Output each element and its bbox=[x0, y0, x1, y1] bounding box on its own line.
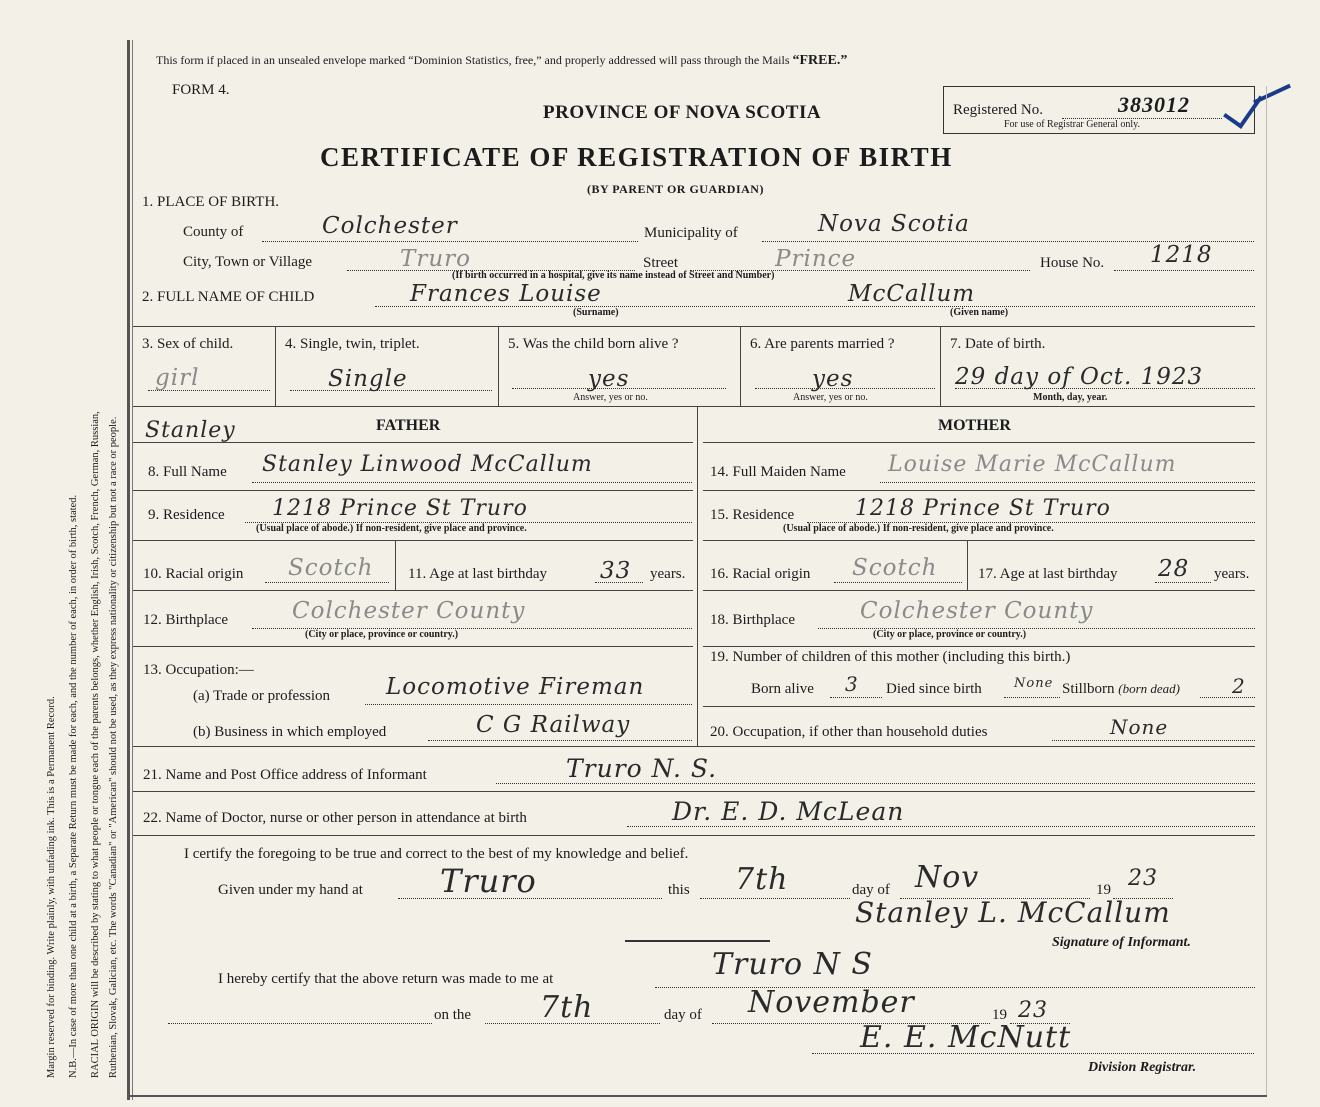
municipality-value: Nova Scotia bbox=[818, 211, 970, 237]
parents-married-value: yes bbox=[812, 366, 854, 392]
day-of-label-2: day of bbox=[664, 1007, 702, 1023]
doctor-value: Dr. E. D. McLean bbox=[672, 797, 905, 826]
registrar-statement: I hereby certify that the above return was made to me at bbox=[218, 971, 554, 987]
mother-birthplace-note: (City or place, province or country.) bbox=[873, 629, 1027, 640]
plurality-value: Single bbox=[328, 366, 408, 392]
registrar-signature: E. E. McNutt bbox=[860, 1020, 1072, 1055]
father-birthplace-value: Colchester County bbox=[292, 598, 526, 624]
father-residence-label: 9. Residence bbox=[148, 507, 225, 523]
mother-residence-note: (Usual place of abode.) If non-resident, give place and province. bbox=[783, 523, 1054, 534]
city-label: City, Town or Village bbox=[183, 254, 313, 270]
this-label: this bbox=[668, 882, 690, 898]
registered-number-label: Registered No. bbox=[953, 102, 1043, 118]
certificate-title: CERTIFICATE OF REGISTRATION OF BIRTH bbox=[320, 142, 953, 172]
died-since-birth-label: Died since birth bbox=[886, 681, 982, 697]
year-value: 23 bbox=[1128, 866, 1158, 891]
father-overwrite-name: Stanley bbox=[145, 418, 236, 443]
born-alive-count-value: 3 bbox=[845, 672, 859, 696]
registered-number-value: 383012 bbox=[1118, 92, 1190, 117]
parents-married-note: Answer, yes or no. bbox=[793, 392, 868, 403]
county-value: Colchester bbox=[322, 213, 458, 239]
registrar-caption: Division Registrar. bbox=[1088, 1060, 1197, 1075]
house-number-value: 1218 bbox=[1150, 242, 1213, 268]
father-residence-note: (Usual place of abode.) If non-resident, give place and province. bbox=[256, 523, 527, 534]
plurality-label: 4. Single, twin, triplet. bbox=[285, 336, 420, 352]
mother-occupation-value: None bbox=[1110, 715, 1169, 739]
city-value: Truro bbox=[400, 246, 471, 272]
born-alive-value: yes bbox=[588, 366, 630, 392]
father-racial-origin-label: 10. Racial origin bbox=[143, 566, 244, 582]
mother-name-label: 14. Full Maiden Name bbox=[710, 464, 846, 480]
this-day-value: 7th bbox=[735, 862, 789, 897]
informant-value: Truro N. S. bbox=[566, 754, 718, 783]
father-birthplace-label: 12. Birthplace bbox=[143, 612, 228, 628]
mother-racial-origin-label: 16. Racial origin bbox=[710, 566, 811, 582]
informant-signature: Stanley L. McCallum bbox=[855, 896, 1171, 929]
mother-residence-value: 1218 Prince St Truro bbox=[855, 496, 1111, 521]
mother-age-unit: years. bbox=[1214, 566, 1250, 582]
father-name-label: 8. Full Name bbox=[148, 464, 227, 480]
child-given-names: Frances Louise bbox=[410, 281, 602, 307]
born-alive-note: Answer, yes or no. bbox=[573, 392, 648, 403]
certificate-subtitle: (BY PARENT OR GUARDIAN) bbox=[587, 182, 764, 196]
mother-occupation-label: 20. Occupation, if other than household duties bbox=[710, 724, 988, 740]
municipality-label: Municipality of bbox=[644, 225, 738, 241]
registrar-use-note: For use of Registrar General only. bbox=[1004, 119, 1140, 130]
day-of-value: Nov bbox=[915, 860, 980, 895]
form-number: FORM 4. bbox=[172, 82, 230, 98]
informant-signature-caption: Signature of Informant. bbox=[1052, 935, 1191, 950]
mother-residence-label: 15. Residence bbox=[710, 507, 795, 523]
died-since-birth-value: None bbox=[1014, 676, 1054, 691]
margin-note-multiple-births: N.B.—In case of more than one child at a birth, a Separate Return must be made for each, and the number of each, in order of birth, stated. bbox=[68, 494, 79, 1078]
year-prefix: 19 bbox=[1096, 882, 1111, 898]
stillborn-label-text: Stillborn bbox=[1062, 681, 1115, 697]
parents-married-label: 6. Are parents married ? bbox=[750, 336, 895, 352]
margin-note-binding: Margin reserved for binding. Write plainly, with unfading ink. This is a Permanent Record. bbox=[46, 696, 57, 1078]
father-racial-origin-value: Scotch bbox=[288, 555, 374, 581]
given-at-value: Truro bbox=[440, 862, 537, 900]
informant-label: 21. Name and Post Office address of Informant bbox=[143, 767, 427, 783]
house-number-label: House No. bbox=[1040, 255, 1105, 271]
father-name-value: Stanley Linwood McCallum bbox=[262, 452, 593, 477]
father-age-unit: years. bbox=[650, 566, 686, 582]
doctor-label: 22. Name of Doctor, nurse or other person in attendance at birth bbox=[143, 810, 527, 826]
on-the-label: on the bbox=[434, 1007, 472, 1023]
place-of-birth-heading: 1. PLACE OF BIRTH. bbox=[142, 194, 280, 210]
children-count-label: 19. Number of children of this mother (including this birth.) bbox=[710, 649, 1071, 665]
father-age-value: 33 bbox=[600, 558, 632, 584]
stillborn-label bbox=[1062, 681, 1180, 698]
mother-heading: MOTHER bbox=[938, 417, 1011, 434]
mother-birthplace-label: 18. Birthplace bbox=[710, 612, 795, 628]
date-of-birth-note: Month, day, year. bbox=[1033, 392, 1108, 403]
mail-notice-text: This form if placed in an unsealed envelope marked “Dominion Statistics, free,” and properly addressed will pass through the Mails bbox=[156, 53, 790, 67]
father-residence-value: 1218 Prince St Truro bbox=[272, 496, 528, 521]
mother-age-value: 28 bbox=[1158, 556, 1190, 582]
born-alive-count-label: Born alive bbox=[751, 681, 814, 697]
given-name-note: (Given name) bbox=[950, 307, 1009, 318]
date-of-birth-value: 29 day of Oct. 1923 bbox=[955, 364, 1204, 390]
father-age-label: 11. Age at last birthday bbox=[408, 566, 547, 582]
year-value-2: 23 bbox=[1018, 998, 1048, 1023]
father-heading: FATHER bbox=[376, 417, 441, 434]
county-label: County of bbox=[183, 224, 244, 240]
mail-notice-free: “FREE.” bbox=[792, 53, 848, 68]
father-business-label: (b) Business in which employed bbox=[193, 724, 387, 740]
father-trade-value: Locomotive Fireman bbox=[386, 674, 645, 700]
certify-statement: I certify the foregoing to be true and correct to the best of my knowledge and belief. bbox=[184, 846, 689, 862]
father-business-value: C G Railway bbox=[476, 712, 631, 738]
sex-value: girl bbox=[155, 365, 200, 391]
given-at-label: Given under my hand at bbox=[218, 882, 363, 898]
day-of-value-2: November bbox=[748, 985, 915, 1020]
father-trade-label: (a) Trade or profession bbox=[193, 688, 331, 704]
father-birthplace-note: (City or place, province or country.) bbox=[305, 629, 459, 640]
date-of-birth-label: 7. Date of birth. bbox=[950, 336, 1046, 352]
margin-note-racial-origin: RACIAL ORIGIN will be described by stating to what people or tongue each of the parents belongs, whether English, Irish, Scotch, French, German, Russian, bbox=[90, 411, 101, 1078]
margin-note-racial-origin-cont: Ruthenian, Slovak, Galician, etc. The words "Canadian" or "American" should not be used, as they express nationality or citizenship but not a race or people. bbox=[108, 416, 119, 1078]
on-the-day-value: 7th bbox=[540, 990, 594, 1025]
mail-notice bbox=[156, 53, 847, 69]
year-prefix-2: 19 bbox=[992, 1007, 1007, 1023]
stillborn-paren: (born dead) bbox=[1118, 681, 1181, 696]
street-value: Prince bbox=[775, 246, 857, 272]
mother-age-label: 17. Age at last birthday bbox=[978, 566, 1118, 582]
province-heading: PROVINCE OF NOVA SCOTIA bbox=[543, 102, 822, 123]
child-surname: McCallum bbox=[848, 281, 976, 307]
sex-label: 3. Sex of child. bbox=[142, 336, 234, 352]
child-name-label: 2. FULL NAME OF CHILD bbox=[142, 289, 315, 305]
stillborn-value: 2 bbox=[1232, 674, 1246, 698]
mother-racial-origin-value: Scotch bbox=[852, 555, 938, 581]
surname-note: (Surname) bbox=[573, 307, 619, 318]
mother-name-value: Louise Marie McCallum bbox=[888, 452, 1177, 477]
day-of-label: day of bbox=[852, 882, 890, 898]
hospital-note: (If birth occurred in a hospital, give its name instead of Street and Number) bbox=[452, 270, 775, 281]
street-label: Street bbox=[643, 255, 678, 271]
born-alive-label: 5. Was the child born alive ? bbox=[508, 336, 679, 352]
binding-rule bbox=[127, 40, 130, 1100]
registrar-place-value: Truro N S bbox=[712, 947, 873, 982]
binding-rule-inner bbox=[132, 40, 133, 1100]
father-occupation-label: 13. Occupation:— bbox=[143, 662, 254, 678]
mother-birthplace-value: Colchester County bbox=[860, 598, 1094, 624]
